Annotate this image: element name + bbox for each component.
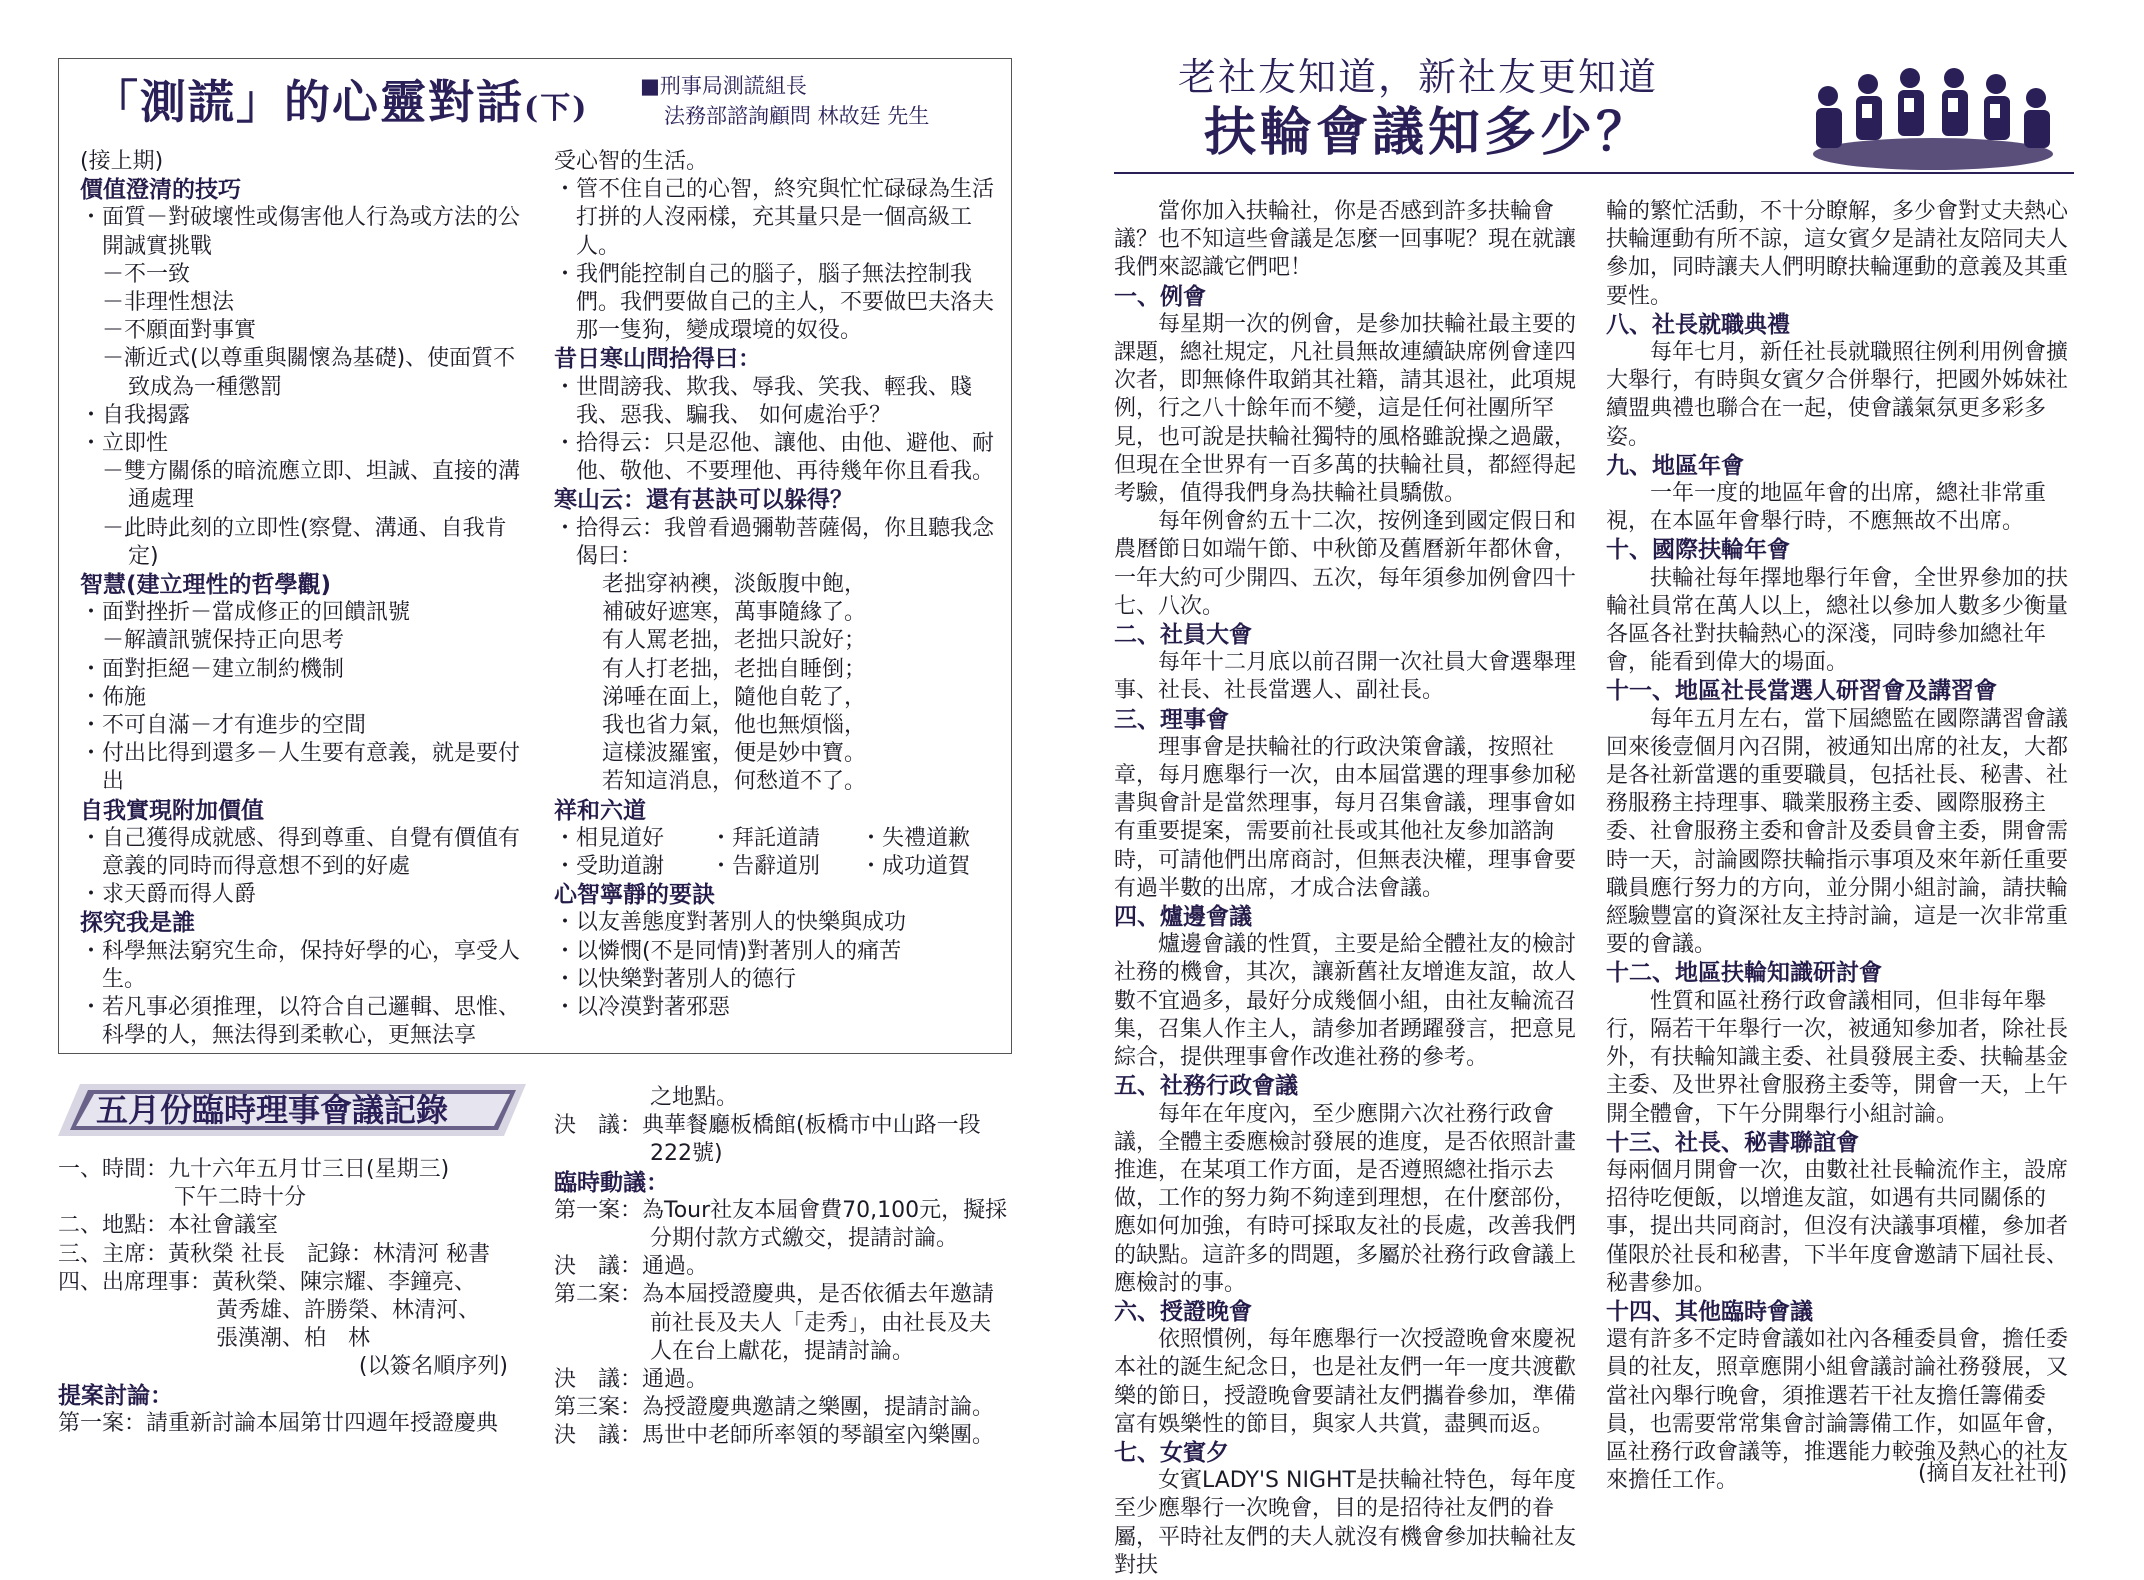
text-line: 輪的繁忙活動，不十分瞭解，多少會對丈夫熱心扶輪運動有所不諒，這女賓夕是請社友陪同夫人參加，同時讓夫人們明瞭扶輪運動的意義及其重要性。 [1606, 199, 2069, 309]
text-line: 決 議：典華餐廳板橋館(板橋市中山路一段 [554, 1113, 981, 1139]
bullet-item: ・佈施 [80, 684, 147, 710]
verse-line: 老拙穿衲襖，淡飯腹中飽， [602, 572, 867, 598]
section-heading: 十二、地區扶輪知識研討會 [1606, 960, 1882, 987]
bullet-item: ・世間謗我、欺我、辱我、笑我、輕我、賤我、惡我、騙我、 如何處治乎？ [554, 374, 973, 428]
bullet-item: ・以憐憫(不是同情)對著別人的痛苦 [554, 938, 902, 964]
text-line: 第二案：為本屆授證慶典，是否依循去年邀請 [554, 1282, 995, 1308]
text-line: 下午二時十分 [174, 1185, 307, 1211]
section-heading: 心智寧靜的要訣 [554, 882, 715, 909]
text-line: 受心智的生活。 [554, 149, 709, 174]
article-title-main: 「測謊」的心靈對話 [92, 75, 524, 129]
text-line: 一、時間：九十六年五月廿三日(星期三) [58, 1157, 450, 1182]
paragraph: 每年在年度內，至少應開六次社務行政會議，全體主委應檢討發展的進度，是否依照計畫推進，在某項工作方面，是否遵照總社指示去做，工作的努力夠不夠達到理想，在什麼部份，應如何加強，有時可採取友社的長處，改善我們的缺點。這許多的問題，多屬於社務行政會議上應檢討的事。 [1114, 1101, 1577, 1296]
section-heading: 九、地區年會 [1606, 452, 1744, 479]
paragraph: 理事會是扶輪社的行政決策會議，按照社章，每月應舉行一次，由本屆當選的理事參加秘書與會計是當然理事，每月召集會議，理事會如有重要提案，需要前社長或其他社友參加諮詢時，可請他們出席商討，但無表決權，理事會要有過半數的出席，才成合法會議。 [1114, 734, 1577, 901]
bullet-item: ・不可自滿－才有進步的空間 [80, 713, 367, 739]
right-header-line-1: 老社友知道，新社友更知道 [1178, 55, 1659, 99]
paragraph: 性質和區社務行政會議相同，但非每年舉行，隔若干年舉行一次，被通知參加者，除社長外，有扶輪知識主委、社員發展主委、扶輪基金主委、及世界社會服務主委等，開會一天，上午開全體會，下午分開舉行小組討論。 [1606, 988, 2069, 1127]
text-line: 決 議：通過。 [554, 1367, 709, 1393]
section-heading: 十四、其他臨時會議 [1606, 1298, 1813, 1325]
article-column-1 [80, 148, 520, 1051]
verse-line: 補破好遮寒，萬事隨緣了。 [602, 600, 867, 626]
section-heading: 三、理事會 [1114, 706, 1229, 733]
article-title [92, 72, 588, 139]
section-heading: 八、社長就職典禮 [1606, 311, 1790, 338]
bullet-item: ・拾得云：我曾看過彌勒菩薩偈，你且聽我念偈曰： [554, 515, 995, 569]
section-heading: 六、授證晚會 [1114, 1298, 1252, 1325]
right-column-2 [1606, 198, 2074, 1495]
section-heading: 價值澄清的技巧 [80, 177, 241, 204]
paragraph: 每年例會約五十二次，按例逢到國定假日和農曆節日如端午節、中秋節及舊曆新年都休會，一年大約可少開四、五次，每年須參加例會四十七、八次。 [1114, 509, 1577, 619]
text-line: 決 議：馬世中老師所率領的琴韻室內樂團。 [554, 1423, 995, 1449]
six-ways-item: ・相見道好 [554, 825, 665, 851]
text-line: 二、地點：本社會議室 [58, 1213, 279, 1239]
text-line: 黃秀雄、許勝榮、林清河、 [216, 1298, 481, 1324]
text-line: 人在台上獻花，提請討論。 [650, 1338, 915, 1364]
verse-line: 我也省力氣，他也無煩惱， [602, 713, 867, 739]
article-byline-2: 法務部諮詢顧問 林故廷 先生 [664, 104, 930, 128]
bullet-item: ・自我揭露 [80, 402, 191, 428]
text-line: 前社長及夫人「走秀」，由社長及夫 [650, 1310, 992, 1336]
paragraph: 爐邊會議的性質，主要是給全體社友的檢討社務的機會，其次，讓新舊社友增進友誼，故人數不宜過多，最好分成幾個小組，由社友輪流召集，召集人作主人，請參加者踴躍發言，把意見綜合，提供理事會作改進社務的參考。 [1114, 932, 1577, 1071]
text-line: 張漢潮、柏 林 [216, 1326, 371, 1352]
verse-line: 若知這消息，何愁道不了。 [602, 769, 867, 795]
sub-item: －雙方關係的暗流應立即、坦誠、直接的溝通處理 [102, 459, 521, 513]
bullet-item: ・以友善態度對著別人的快樂與成功 [554, 910, 907, 936]
text-line: 第一案：為Tour社友本屆會費70,100元，擬採 [554, 1197, 1008, 1223]
six-ways-grid [554, 825, 994, 881]
paragraph: 當你加入扶輪社，你是否感到許多扶輪會議？也不知這些會議是怎麼一回事呢？現在就讓我們來認識它們吧！ [1114, 199, 1577, 281]
text-line: 每兩個月開會一次，由數社社長輪流作主，設席招待吃便飯，以增進友誼，如遇有共同關係的事，提出共同商討，但沒有決議事項權，參加者僅限於社長和秘書，下半年度會邀請下屆社長、秘書參加。 [1606, 1157, 2069, 1296]
bullet-item: ・以快樂對著別人的德行 [554, 966, 797, 992]
six-ways-item: ・拜託道請 [710, 825, 821, 851]
bullet-item: ・求天爵而得人爵 [80, 882, 257, 908]
text-line: 分期付款方式繳交，提請討論。 [650, 1226, 959, 1252]
section-heading: 智慧(建立理性的哲學觀) [80, 572, 332, 599]
minutes-banner-title: 五月份臨時理事會議記錄 [96, 1091, 449, 1129]
section-heading: 提案討論： [58, 1382, 173, 1409]
text-line: (接上期) [80, 149, 164, 174]
bullet-item: ・立即性 [80, 431, 169, 457]
sub-item: －不願面對事實 [102, 318, 257, 344]
bullet-item: ・我們能控制自己的腦子，腦子無法控制我們。我們要做自己的主人，不要做巴夫洛夫那一隻狗，變成環境的奴役。 [554, 261, 995, 344]
article-title-suffix: (下) [524, 91, 589, 126]
text-line: 三、主席：黃秋榮 社長 記錄：林清河 秘書 [58, 1241, 490, 1267]
section-heading: 四、爐邊會議 [1114, 904, 1252, 931]
text-line: 第一案：請重新討論本屆第廿四週年授證慶典 [58, 1410, 499, 1436]
verse-line: 這樣波羅蜜，便是妙中寶。 [602, 741, 867, 767]
verse-line: 有人罵老拙，老拙只說好； [602, 628, 867, 654]
section-heading: 十一、地區社長當選人研習會及講習會 [1606, 678, 1997, 705]
bullet-item: ・以冷漠對著邪惡 [554, 995, 731, 1021]
text-line: 222號) [650, 1141, 723, 1167]
right-header-line-2: 扶輪會議知多少？ [1204, 102, 1653, 163]
bullet-item: ・自己獲得成就感、得到尊重、自覺有價值有意義的同時而得意想不到的好處 [80, 825, 521, 880]
section-heading: 臨時動議： [554, 1169, 669, 1196]
bullet-item: ・面對拒絕－建立制約機制 [80, 656, 345, 682]
section-heading: 五、社務行政會議 [1114, 1073, 1298, 1100]
text-line: 第三案：為授證慶典邀請之樂團，提請討論。 [554, 1395, 995, 1421]
paragraph: 每年五月左右，當下屆總監在國際講習會議回來後壹個月內召開，被通知出席的社友，大都是各社新當選的重要職員，包括社長、秘書、社務服務主持理事、職業服務主委、國際服務主委、社會服務主委和會計及委員會主委，開會需時一天，討論國際扶輪指示事項及來年新任重要職員應行努力的方向，並分開小組討論，請扶輪經驗豐富的資深社友主持討論，這是一次非常重要的會議。 [1606, 706, 2069, 958]
source-note: (摘自友社社刊) [1918, 1461, 2068, 1486]
bullet-item: ・拾得云：只是忍他、讓他、由他、避他、耐他、敬他、不要理他、再待幾年你且看我。 [554, 431, 995, 485]
paragraph: 依照慣例，每年應舉行一次授證晚會來慶祝本社的誕生紀念日，也是社友們一年一度共渡歡樂的節日，授證晚會要請社友們攜眷參加，準備富有娛樂性的節目，與家人共賞，盡興而返。 [1114, 1327, 1577, 1437]
bullet-item: ・管不住自己的心智，終究與忙忙碌碌為生活打拼的人沒兩樣，充其量只是一個高級工人。 [554, 177, 995, 259]
text-line: 還有許多不定時會議如社內各種委員會，擔任委員的社友，照章應開小組會議討論社務發展，又當社內舉行晚會，須推選若干社友擔任籌備委員，也需要常常集會討論籌備工作，如區年會，區社務行政會議等，推選能力較強及熱心的社友來擔任工作。 [1606, 1327, 2069, 1494]
section-heading: 二、社員大會 [1114, 622, 1252, 649]
six-ways-item: ・成功道賀 [860, 854, 971, 880]
section-heading: 十三、社長、秘書聯誼會 [1606, 1129, 1859, 1156]
bullet-item: ・若凡事必須推理，以符合自己邏輯、思惟、科學的人，無法得到柔軟心，更無法享 [80, 995, 521, 1049]
minutes-column-1 [58, 1156, 538, 1438]
six-ways-item: ・失禮道歉 [860, 825, 971, 851]
six-ways-item: ・告辭道別 [710, 854, 821, 880]
article-byline-1: ■刑事局測謊組長 [640, 74, 807, 98]
section-heading: 祥和六道 [554, 797, 646, 824]
section-heading: 一、例會 [1114, 283, 1206, 310]
article-column-2 [554, 148, 994, 1022]
right-column-1 [1114, 198, 1582, 1580]
text-line: 決 議：通過。 [554, 1254, 709, 1280]
bullet-item: ・付出比得到還多－人生要有意義，就是要付出 [80, 741, 521, 795]
paragraph: 每年十二月底以前召開一次社員大會選舉理事、社長、社長當選人、副社長。 [1114, 650, 1577, 704]
verse-line: 有人打老拙，老拙自睡倒； [602, 656, 867, 682]
section-heading: 昔日寒山問拾得曰： [554, 346, 761, 373]
bullet-item: ・面質－對破壞性或傷害他人行為或方法的公開誠實挑戰 [80, 205, 521, 259]
sub-item: －非理性想法 [102, 290, 235, 316]
text-line: 四、出席理事：黃秋榮、陳宗耀、李鐘亮、 [58, 1269, 477, 1295]
minutes-column-2 [554, 1084, 1024, 1451]
section-heading: 十、國際扶輪年會 [1606, 537, 1790, 564]
header-rule [1114, 172, 2074, 174]
paragraph: 一年一度的地區年會的出席，總社非常重視，在本區年會舉行時，不應無故不出席。 [1606, 481, 2047, 535]
verse-line: 涕唾在面上，隨他自乾了， [602, 684, 867, 710]
text-line: (以簽名順序列) [358, 1354, 508, 1380]
sub-item: －漸近式(以尊重與關懷為基礎)、使面質不致成為一種懲罰 [102, 346, 516, 400]
section-heading: 七、女賓夕 [1114, 1439, 1229, 1466]
sub-item: －不一致 [102, 261, 191, 287]
section-heading: 探究我是誰 [80, 910, 195, 937]
text-line: 之地點。 [650, 1085, 739, 1110]
paragraph: 女賓LADY'S NIGHT是扶輪社特色，每年度至少應舉行一次晚會，目的是招待社友們的眷屬，平時社友們的夫人就沒有機會參加扶輪社友對扶 [1114, 1468, 1577, 1578]
paragraph: 每年七月，新任社長就職照往例利用例會擴大舉行，有時與女賓夕合併舉行，把國外姊妹社續盟典禮也聯合在一起，使會議氣氛更多彩多姿。 [1606, 340, 2069, 450]
bullet-item: ・面對挫折－當成修正的回饋訊號 [80, 600, 411, 626]
meeting-illustration [1798, 54, 2060, 172]
paragraph: 每星期一次的例會，是參加扶輪社最主要的課題，總社規定，凡社員無故連續缺席例會達四次者，即無條件取銷其社籍，請其退社，此項規例，行之八十餘年而不變，這是任何社團所罕見，也可說是扶輪社獨特的風格雖說操之過嚴，但現在全世界有一百多萬的扶輪社員，都經得起考驗，值得我們身為扶輪社員驕傲。 [1114, 311, 1577, 507]
section-heading: 自我實現附加價值 [80, 797, 264, 824]
section-heading: 寒山云：還有甚訣可以躲得？ [554, 487, 853, 514]
meeting-people-icon [1798, 54, 2060, 172]
minutes-banner [58, 1078, 526, 1142]
sub-item: －此時此刻的立即性(察覺、溝通、自我肯定) [102, 515, 507, 569]
bullet-item: ・科學無法窮究生命，保持好學的心，享受人生。 [80, 938, 521, 992]
paragraph: 扶輪社每年擇地舉行年會，全世界參加的扶輪社員常在萬人以上，總社以參加人數多少衡量各區各社對扶輪熱心的深淺，同時參加總社年會，能看到偉大的場面。 [1606, 565, 2069, 676]
six-ways-item: ・受助道謝 [554, 854, 665, 880]
sub-item: －解讀訊號保持正向思考 [102, 628, 345, 654]
